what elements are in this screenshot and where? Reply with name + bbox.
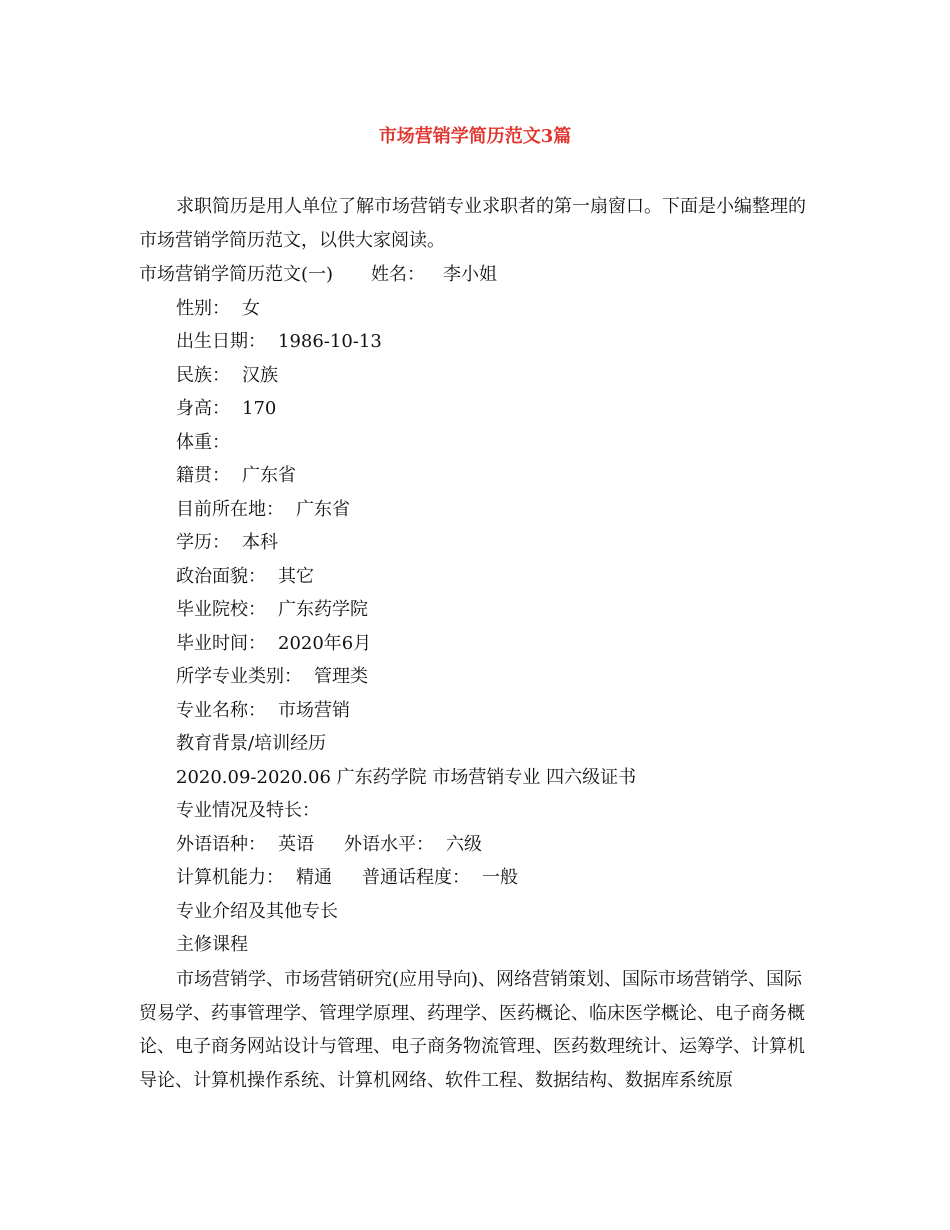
field-row — [176, 431, 242, 455]
field-row — [176, 498, 350, 522]
courses-paragraph: 市场营销学、市场营销研究(应用导向)、网络营销策划、国际市场营销学、国际贸易学、药事管理学、管理学原理、药理学、医药概论、临床医学概论、电子商务概论、电子商务网站设计与管理、电子商务物流管理、医药数理统计、运筹学、计算机导论、计算机操作系统、计算机网络、软件工程、数据结构、数据库系统原 — [139, 969, 805, 1091]
intro-paragraph: 求职简历是用人单位了解市场营销专业求职者的第一扇窗口。下面是小编整理的市场营销学简历范文，以供大家阅读。 — [139, 196, 806, 251]
field-value: 管理类 — [314, 666, 368, 687]
field-row — [176, 632, 371, 656]
field-row — [176, 464, 296, 488]
field-row — [176, 531, 278, 555]
name-value: 李小姐 — [443, 264, 498, 285]
field-label: 性别： — [176, 298, 230, 319]
mandarin-value: 一般 — [482, 867, 518, 888]
name-label: 姓名： — [371, 264, 426, 285]
mandarin-label: 普通话程度： — [362, 867, 470, 888]
language-level-value: 六级 — [446, 834, 482, 855]
field-row — [176, 598, 368, 622]
field-label: 目前所在地： — [176, 499, 284, 520]
field-value: 2020年6月 — [278, 633, 372, 654]
field-label: 民族： — [176, 365, 230, 386]
field-value: 广东药学院 — [278, 599, 368, 620]
field-label: 籍贯： — [176, 465, 230, 486]
field-row — [176, 397, 276, 421]
language-value: 英语 — [278, 834, 314, 855]
language-level-label: 外语水平： — [344, 834, 434, 855]
field-label: 体重： — [176, 432, 230, 453]
field-value: 其它 — [278, 566, 314, 587]
document-title: 市场营销学简历范文3篇 — [378, 126, 572, 147]
education-heading: 教育背景/培训经历 — [176, 733, 327, 754]
field-label: 出生日期： — [176, 331, 266, 352]
section-heading-row — [139, 263, 497, 287]
computer-row — [176, 866, 518, 890]
field-label: 毕业院校： — [176, 599, 266, 620]
field-label: 专业名称： — [176, 700, 266, 721]
field-row — [176, 565, 314, 589]
intro-heading: 专业介绍及其他专长 — [176, 901, 338, 922]
field-value: 广东省 — [242, 465, 296, 486]
field-row — [176, 699, 350, 723]
section-heading: 市场营销学简历范文(一) — [139, 264, 334, 285]
field-value: 本科 — [242, 532, 278, 553]
field-row — [176, 364, 278, 388]
field-row — [176, 297, 260, 321]
field-value: 女 — [242, 298, 260, 319]
language-label: 外语语种： — [176, 834, 266, 855]
courses-heading: 主修课程 — [176, 934, 248, 955]
computer-label: 计算机能力： — [176, 867, 284, 888]
field-label: 身高： — [176, 398, 230, 419]
education-entry: 2020.09-2020.06 广东药学院 市场营销专业 四六级证书 — [176, 767, 637, 788]
field-row — [176, 330, 382, 354]
skills-heading: 专业情况及特长： — [176, 800, 320, 821]
field-value: 170 — [242, 398, 277, 419]
computer-value: 精通 — [296, 867, 332, 888]
field-value: 1986-10-13 — [278, 331, 382, 352]
field-label: 毕业时间： — [176, 633, 266, 654]
field-row — [176, 665, 368, 689]
field-label: 学历： — [176, 532, 230, 553]
language-row — [176, 833, 482, 857]
field-value: 汉族 — [242, 365, 278, 386]
field-value: 广东省 — [296, 499, 350, 520]
field-label: 所学专业类别： — [176, 666, 302, 687]
field-value: 市场营销 — [278, 700, 350, 721]
field-label: 政治面貌： — [176, 566, 266, 587]
